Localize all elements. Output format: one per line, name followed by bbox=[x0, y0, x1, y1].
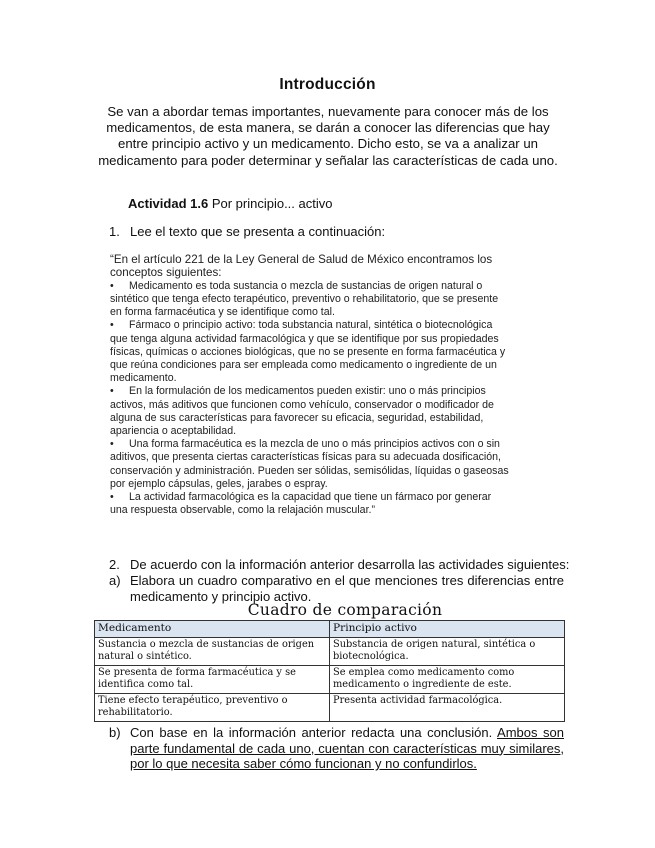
table-cell: Se emplea como medicamento como medicamento o ingrediente de este. bbox=[330, 666, 565, 694]
table-header-row bbox=[95, 621, 565, 638]
table-title: Cuadro de comparación bbox=[247, 601, 443, 619]
list-item-number: 2. bbox=[109, 557, 120, 572]
activity-title: Por principio... activo bbox=[208, 196, 333, 211]
list-item-text: De acuerdo con la información anterior desarrolla las actividades siguientes: bbox=[130, 557, 570, 572]
table-cell: Sustancia o mezcla de sustancias de origen natural o sintético. bbox=[95, 638, 330, 666]
quote-bullet bbox=[110, 385, 510, 438]
table-header-medicamento: Medicamento bbox=[95, 621, 330, 638]
bullet-text: Medicamento es toda sustancia o mezcla de sustancias de origen natural o sintético que tenga efecto terapéutico, preventivo o rehabilitatorio, que se presente en forma farmacéutica y se identifique como tal. bbox=[110, 279, 499, 319]
conclusion-prompt: Con base en la información anterior redacta una conclusión. bbox=[130, 725, 493, 740]
quoted-text bbox=[110, 253, 510, 517]
list-item-letter: b) bbox=[109, 725, 121, 740]
list-item-number: 1. bbox=[109, 224, 120, 239]
table-cell: Tiene efecto terapéutico, preventivo o rehabilitatorio. bbox=[95, 694, 330, 722]
table-row bbox=[95, 694, 565, 722]
intro-paragraph: Se van a abordar temas importantes, nuevamente para conocer más de los medicamentos, de esta manera, se darán a conocer las diferencias que hay entre principio activo y un medicamento. Dicho esto, se va a analizar un medicamento para poder determinar y señalar las características de cada uno. bbox=[98, 104, 558, 168]
quote-bullet bbox=[110, 319, 510, 385]
page-title: Introducción bbox=[279, 76, 376, 93]
conclusion-block bbox=[130, 725, 564, 772]
list-item-a bbox=[109, 573, 564, 604]
bullet-icon: • bbox=[110, 279, 114, 292]
table-header-principio-activo: Principio activo bbox=[330, 621, 565, 638]
bullet-icon: • bbox=[110, 385, 114, 398]
bullet-text: Fármaco o principio activo: toda substancia natural, sintética o biotecnológica que tenga alguna actividad farmacológica y que se identifique por sus propiedades físicas, químicas o acciones biológicas, que no se presente en forma farmacéutica y que reúna condiciones para ser empleada como medicamento o ingrediente de un medicamento. bbox=[110, 319, 506, 385]
table-cell: Presenta actividad farmacológica. bbox=[330, 694, 565, 722]
bullet-text: En la formulación de los medicamentos pueden existir: uno o más principios activos, más aditivos que funcionen como vehículo, conservador o modificador de alguna de sus características para favorecer su eficacia, seguridad, estabilidad, apariencia o aceptabilidad. bbox=[110, 385, 494, 438]
bullet-icon: • bbox=[110, 491, 114, 504]
quote-intro: “En el artículo 221 de la Ley General de Salud de México encontramos los conceptos siguientes: bbox=[110, 253, 493, 280]
activity-label: Actividad 1.6 bbox=[128, 196, 209, 211]
bullet-icon: • bbox=[110, 438, 114, 451]
quote-bullet bbox=[110, 491, 510, 517]
list-item-text: Lee el texto que se presenta a continuación: bbox=[130, 224, 386, 239]
list-item-b bbox=[109, 725, 564, 772]
comparison-table bbox=[94, 620, 565, 722]
table-row bbox=[95, 666, 565, 694]
conclusion-answer: Ambos son parte fundamental de cada uno, cuentan con características muy similares, por lo que necesita saber cómo funcionan y no confundirlos. bbox=[130, 725, 564, 772]
bullet-icon: • bbox=[110, 319, 114, 332]
list-item-text: Elabora un cuadro comparativo en el que menciones tres diferencias entre medicamento y principio activo. bbox=[130, 573, 564, 604]
quote-bullet bbox=[110, 280, 510, 320]
list-item-letter: a) bbox=[109, 573, 121, 588]
quote-bullet bbox=[110, 438, 510, 491]
table-cell: Substancia de origen natural, sintética o biotecnológica. bbox=[330, 638, 565, 666]
table-cell: Se presenta de forma farmacéutica y se identifica como tal. bbox=[95, 666, 330, 694]
bullet-text: La actividad farmacológica es la capacidad que tiene un fármaco por generar una respuesta observable, como la relajación muscular.” bbox=[110, 491, 492, 517]
table-row bbox=[95, 638, 565, 666]
bullet-text: Una forma farmacéutica es la mezcla de uno o más principios activos con o sin aditivos, que presenta ciertas características físicas para su adecuada dosificación, conservación y administración. Pueden ser sólidas, semisólidas, líquidas o gaseosas por ejemplo cápsulas, geles, jarabes o espray. bbox=[110, 438, 509, 490]
activity-heading bbox=[128, 196, 332, 211]
